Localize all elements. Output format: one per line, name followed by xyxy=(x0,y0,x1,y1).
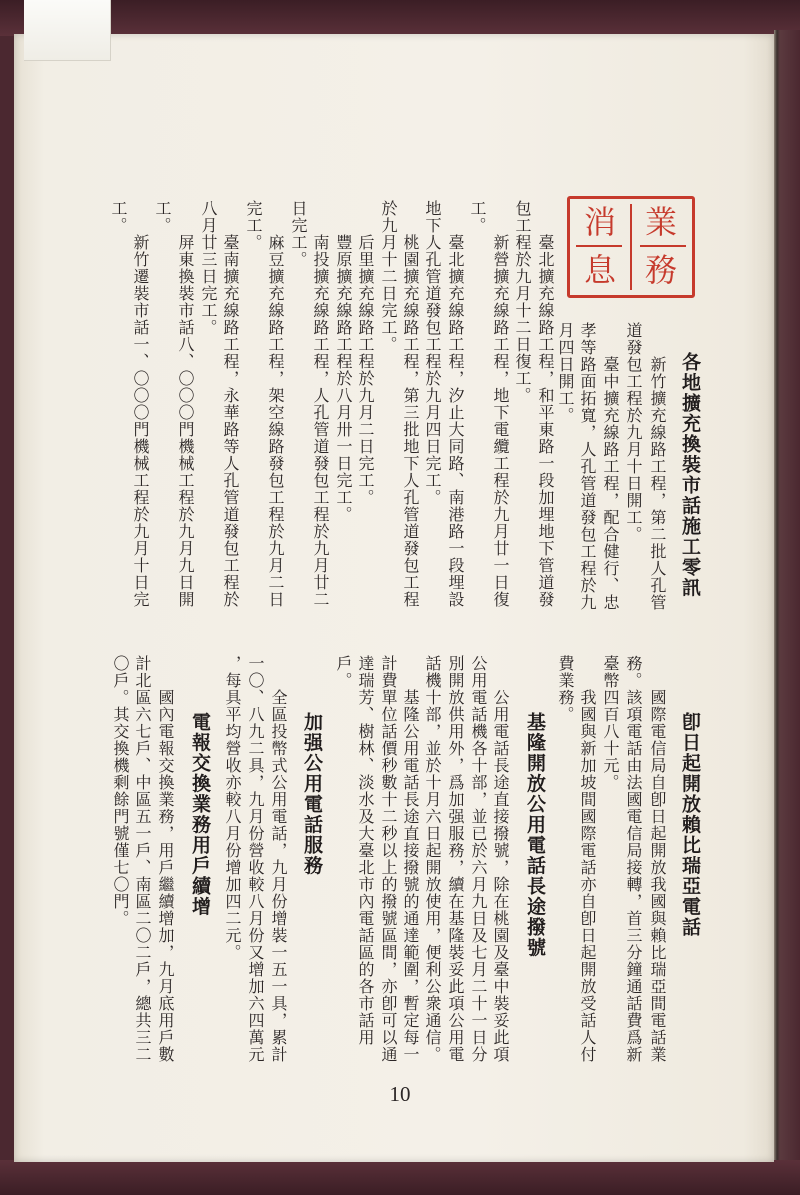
article-title: 電報交換業務用戶續增 xyxy=(189,712,211,917)
text-column: 〇戶。其交換機剩餘門號僅七〇門。 xyxy=(111,655,130,927)
text-column: 國內電報交換業務，用戶繼續增加，九月底用戶數 xyxy=(156,689,175,1063)
text-column: 道發包工程於九月十日開工。 xyxy=(624,322,643,543)
stamp-divider xyxy=(576,245,622,247)
text-column: 於九月十二日完工。 xyxy=(379,200,398,353)
text-column: 完工。 xyxy=(244,200,263,251)
text-column: 臺南擴充線路工程，永華路等人孔管道發包工程於 xyxy=(221,234,240,608)
text-column: 豐原擴充線路工程於八月卅一日完工。 xyxy=(334,234,353,523)
text-column: 后里擴充線路工程於九月二日完工。 xyxy=(356,234,375,506)
text-column: ，每具平均營收亦較八月份增加四二元。 xyxy=(223,655,242,961)
stamp-divider xyxy=(630,204,632,290)
stamp-char: 消 xyxy=(583,203,616,241)
section-stamp xyxy=(567,196,695,298)
article-title: 基隆開放公用電話長途撥號 xyxy=(524,712,546,958)
text-column: 新竹擴充線路工程，第二批人孔管 xyxy=(648,356,667,611)
text-column: 包工程於九月十二日復工。 xyxy=(513,200,532,404)
article-title: 加强公用電話服務 xyxy=(301,712,323,876)
book-page-edge xyxy=(774,30,800,1166)
text-column: 計北區六七戶、中區五一戶、南區二〇二戶，總共三二 xyxy=(133,655,152,1063)
text-column: 日完工。 xyxy=(289,200,308,268)
text-column: 我國與新加坡間國際電話亦自卽日起開放受話人付 xyxy=(578,689,597,1063)
text-column: 工。 xyxy=(153,200,172,234)
text-column: 臺北擴充線路工程，和平東路一段加埋地下管道發 xyxy=(536,234,555,608)
text-column: 戶。 xyxy=(334,655,353,689)
text-column: 臺幣四百八十元。 xyxy=(601,655,620,791)
text-column: 臺北擴充線路工程，汐止大同路、南港路一段埋設 xyxy=(446,234,465,608)
stamp-char: 息 xyxy=(583,251,616,289)
text-column: 工。 xyxy=(109,200,128,234)
text-column: 全區投幣式公用電話，九月份增裝一五一具，累計 xyxy=(269,689,288,1063)
text-column: 費業務。 xyxy=(556,655,575,723)
text-column: 八月廿三日完工。 xyxy=(199,200,218,336)
text-column: 孝等路面拓寬，人孔管道發包工程於九 xyxy=(578,322,597,611)
article-title: 各地擴充換裝市話施工零訊 xyxy=(679,352,701,598)
text-column: 一〇、八九二具，九月份營收較八月份又增加六四萬元 xyxy=(246,655,265,1063)
text-column: 新營擴充線路工程，地下電纜工程於九月廿一日復 xyxy=(491,234,510,608)
text-column: 基隆公用電話長途直接撥號的通達範圍，暫定每一 xyxy=(401,689,420,1063)
text-column: 工。 xyxy=(468,200,487,234)
text-column: 務。該項電話由法國電信局接轉，首三分鐘通話費爲新 xyxy=(624,655,643,1063)
page-number: 10 xyxy=(389,1082,411,1106)
text-column: 達瑞芳、樹林、淡水及大臺北市內電話區的各市話用 xyxy=(356,655,375,1046)
text-column: 公用電話長途直接撥號，除在桃園及臺中裝妥此項 xyxy=(491,689,510,1063)
text-column: 計費單位話價秒數十二秒以上的撥號區間，亦卽可以通 xyxy=(379,655,398,1063)
text-column: 屏東換裝市話八、〇〇〇門機械工程於九月九日開 xyxy=(176,234,195,608)
text-column: 話機十部，並於十月六日起開放使用，便利公衆通信。 xyxy=(423,655,442,1063)
stamp-char: 務 xyxy=(644,251,677,289)
text-column: 國際電信局自卽日起開放我國與賴比瑞亞間電話業 xyxy=(648,689,667,1063)
text-column: 公用電話機各十部，並已於六月九日及七月二十一日分 xyxy=(469,655,488,1063)
text-column: 新竹遷裝市話一、〇〇〇門機械工程於九月十日完 xyxy=(131,234,150,608)
article-title: 卽日起開放賴比瑞亞電話 xyxy=(679,712,701,938)
stamp-char: 業 xyxy=(644,203,677,241)
text-column: 臺中擴充線路工程，配合健行、忠 xyxy=(601,356,620,611)
text-column: 麻豆擴充線路工程，架空線路發包工程於九月二日 xyxy=(266,234,285,608)
text-column: 地下人孔管道發包工程於九月四日完工。 xyxy=(423,200,442,506)
tape-strip xyxy=(24,0,111,61)
text-column: 月四日開工。 xyxy=(556,322,575,424)
book-cover-bottom xyxy=(0,1160,800,1195)
text-column: 別開放供用外，爲加强服務，續在基隆裝妥此項公用電 xyxy=(446,655,465,1063)
text-column: 南投擴充線路工程，人孔管道發包工程於九月廿二 xyxy=(311,234,330,608)
stamp-divider xyxy=(640,245,686,247)
text-column: 桃園擴充線路工程，第三批地下人孔管道發包工程 xyxy=(401,234,420,608)
book-cover-top xyxy=(0,0,800,36)
